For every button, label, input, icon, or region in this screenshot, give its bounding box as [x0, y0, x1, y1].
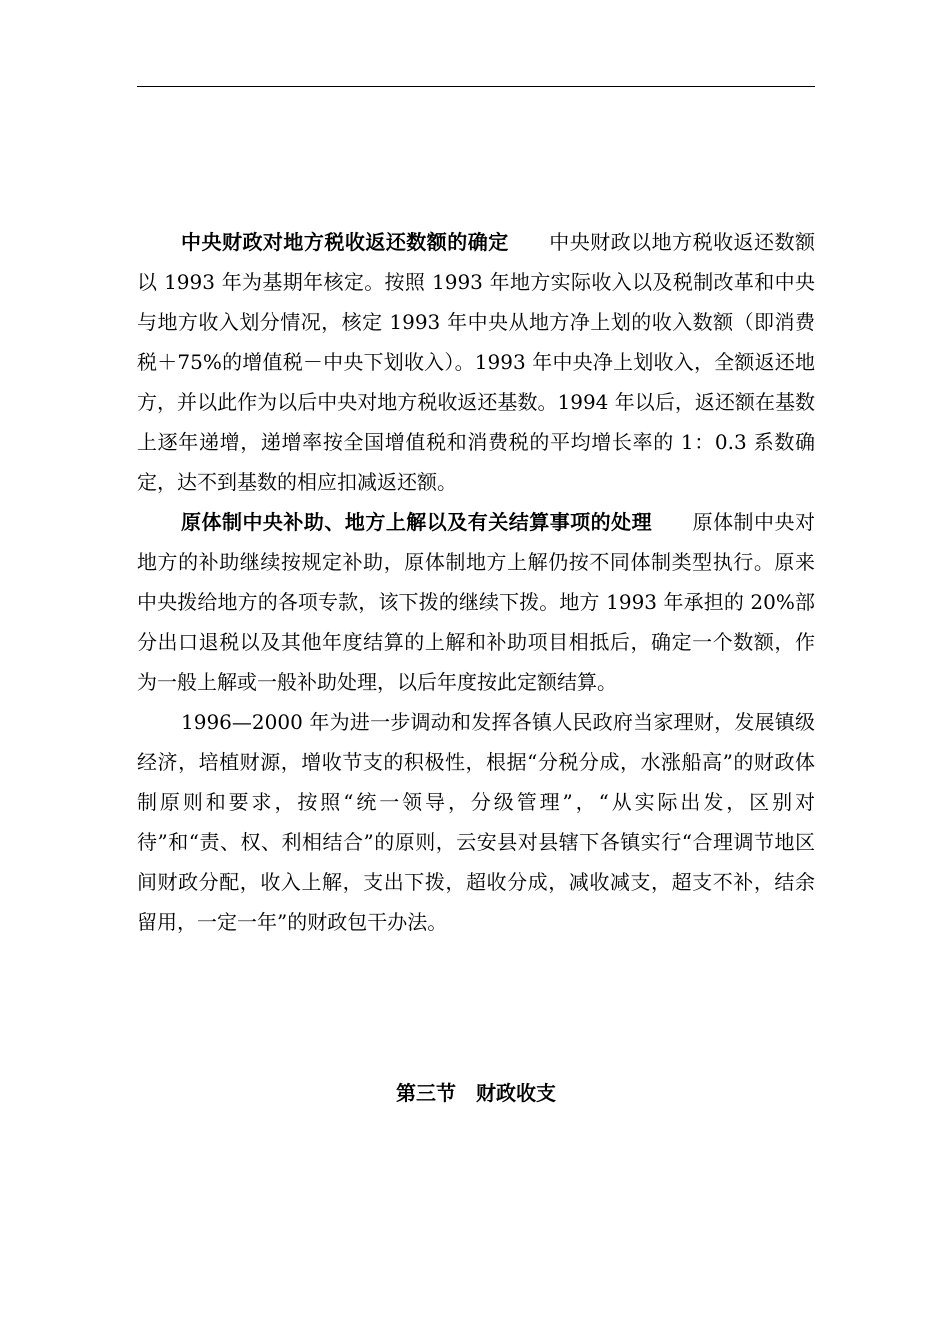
- body-text: [137, 222, 815, 942]
- paragraph-tax-return: [137, 222, 815, 502]
- paragraph-text: 中央财政以地方税收返还数额以 1993 年为基期年核定。按照 1993 年地方实际收入以及税制改革和中央与地方收入划分情况，核定 1993 年中央从地方净上划的收入数额（即消费税＋75%的增值税－中央下划收入）。1993 年中央净上划收入，全额返还地方，并以此作为以后中央对地方税收返还基数。1994 年以后，返还额在基数上逐年递增，递增率按全国增值税和消费税的平均增长率的 1：0.3 系数确定，达不到基数的相应扣减返还额。: [137, 230, 816, 494]
- paragraph-town-finance: [137, 702, 815, 942]
- paragraph-text: 1996—2000 年为进一步调动和发挥各镇人民政府当家理财，发展镇级经济，培植财源，增收节支的积极性，根据“分税分成，水涨船高”的财政体制原则和要求，按照“统一领导，分级管理”，“从实际出发，区别对待”和“责、权、利相结合”的原则，云安县对县辖下各镇实行“合理调节地区间财政分配，收入上解，支出下拨，超收分成，减收减支，超支不补，结余留用，一定一年”的财政包干办法。: [137, 710, 815, 934]
- header-rule: [137, 86, 815, 87]
- paragraph-text: 原体制中央对地方的补助继续按规定补助，原体制地方上解仍按不同体制类型执行。原来中央拨给地方的各项专款，该下拨的继续下拨。地方 1993 年承担的 20%部分出口退税以及其他年度结算的上解和补助项目相抵后，确定一个数额，作为一般上解或一般补助处理，以后年度按此定额结算。: [137, 510, 816, 694]
- paragraph-lead-heading: 原体制中央补助、地方上解以及有关结算事项的处理: [181, 510, 653, 534]
- section-title: 第三节 财政收支: [396, 1081, 556, 1105]
- paragraph-lead-heading: 中央财政对地方税收返还数额的确定: [181, 230, 509, 254]
- paragraph-subsidy-settlement: [137, 502, 815, 702]
